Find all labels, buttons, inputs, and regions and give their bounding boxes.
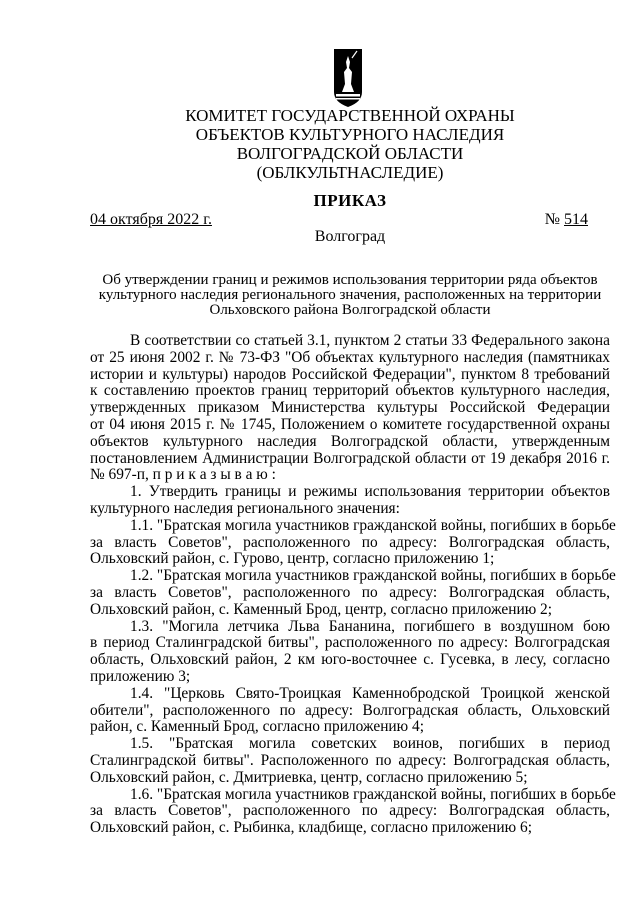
org-line: (ОБЛКУЛЬТНАСЛЕДИЕ) (256, 163, 444, 182)
body-line: Ольховский район, с. Дмитриевка, центр, согласно приложению 5; (90, 768, 528, 786)
order-number (545, 211, 588, 229)
body-line: область, Ольховский район, 2 км юго-восточнее с. Гусевка, в лесу, согласно (90, 651, 610, 669)
subject-line: культурного наследия регионального значения, расположенных на территории (98, 287, 602, 303)
body-line: от 25 июня 2002 г. № 73-ФЗ "Об объектах культурного наследия (памятниках (90, 348, 610, 366)
body-line: к составлению проектов границ территорий объектов культурного наследия, (90, 382, 610, 400)
order-body (90, 332, 616, 837)
body-line: объектов культурного наследия Волгоградской области, утвержденным (90, 432, 610, 450)
body-line: № 697-п, п р и к а з ы в а ю : (90, 466, 276, 484)
body-line: за власть Советов", расположенного по адресу: Волгоградская область, (90, 583, 610, 601)
body-line: культурного наследия регионального значения: (90, 499, 400, 517)
body-line: за власть Советов", расположенного по адресу: Волгоградская область, (90, 802, 610, 820)
document-type-title: ПРИКАЗ (313, 191, 387, 210)
organization-name (90, 106, 610, 182)
body-line: Ольховский район, с. Каменный Брод, центр, согласно приложению 2; (90, 600, 553, 618)
body-line: обители", расположенного по адресу: Волгоградская область, Ольховский (90, 701, 610, 719)
body-line: постановлением Администрации Волгоградской области от 19 декабря 2016 г. (90, 449, 610, 467)
order-subject (90, 273, 610, 318)
order-number-value: 514 (564, 211, 588, 228)
body-line: В соответствии со статьей 3.1, пунктом 2 статьи 33 Федерального закона (130, 332, 610, 349)
order-city: Волгоград (314, 228, 386, 245)
body-line: 1.5. "Братская могила советских воинов, погибших в период (130, 735, 610, 753)
body-line: 1.4. "Церковь Свято-Троицкая Каменнобродской Троицкой женской (130, 684, 610, 702)
body-line: в период Сталинградской битвы", расположенного по адресу: Волгоградская (90, 634, 610, 652)
body-line: утвержденных приказом Министерства культуры Российской Федерации (90, 399, 610, 417)
volgograd-coat-of-arms-icon (333, 48, 363, 108)
body-line: 1.6. "Братская могила участников гражданской войны, погибших в борьбе (130, 785, 616, 803)
body-line: Сталинградской битвы". Расположенного по адресу: Волгоградская область, (90, 751, 610, 769)
org-line: ВОЛГОГРАДСКОЙ ОБЛАСТИ (236, 144, 464, 163)
body-line: истории и культуры) народов Российской Федерации", пунктом 8 требований (90, 365, 610, 383)
body-line: Ольховский район, с. Гурово, центр, согласно приложению 1; (90, 550, 495, 568)
body-line: 1.2. "Братская могила участников гражданской войны, погибших в борьбе (130, 567, 616, 585)
order-number-prefix: № (544, 211, 564, 228)
body-line: 1.3. "Могила летчика Льва Бананина, погибшего в воздушном бою (130, 617, 610, 635)
body-line: от 04 июня 2015 г. № 1745, Положением о комитете государственной охраны (90, 415, 610, 433)
body-line: 1.1. "Братская могила участников гражданской войны, погибших в борьбе (130, 516, 616, 534)
body-line: Ольховский район, с. Рыбинка, кладбище, согласно приложению 6; (90, 819, 532, 837)
subject-line: Об утверждении границ и режимов использования территории ряда объектов (102, 272, 598, 288)
body-line: приложению 3; (90, 667, 191, 685)
org-line: КОМИТЕТ ГОСУДАРСТВЕННОЙ ОХРАНЫ (185, 106, 515, 125)
body-line: за власть Советов", расположенного по адресу: Волгоградская область, (90, 533, 610, 551)
body-line: район, с. Каменный Брод, согласно приложению 4; (90, 718, 424, 736)
subject-line: Ольховского района Волгоградской области (209, 302, 491, 318)
body-line: 1. Утвердить границы и режимы использования территории объектов (130, 483, 610, 501)
org-line: ОБЪЕКТОВ КУЛЬТУРНОГО НАСЛЕДИЯ (195, 125, 505, 144)
order-date: 04 октября 2022 г. (90, 211, 212, 228)
